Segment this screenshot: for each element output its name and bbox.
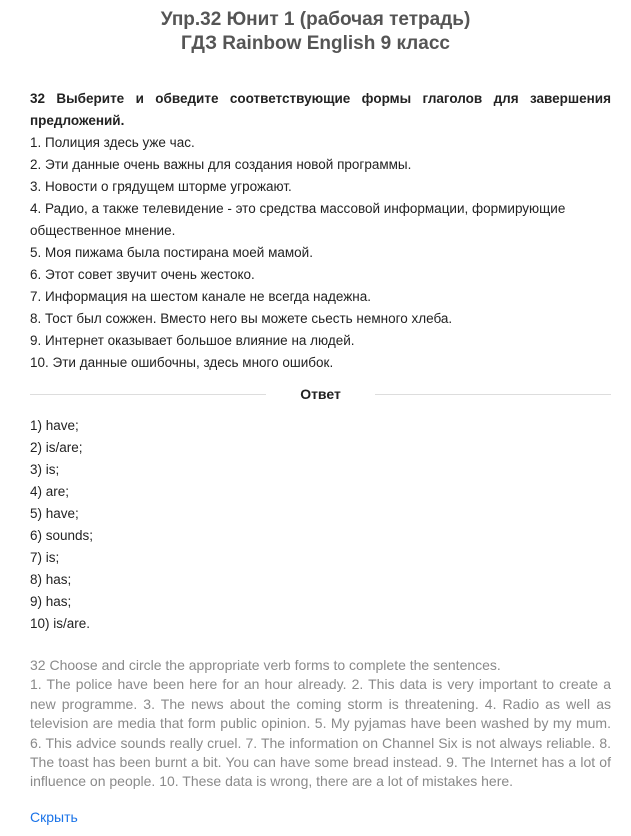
hide-link[interactable]: Скрыть (30, 809, 78, 825)
answer-item-3: 3) is; (30, 462, 60, 477)
task-item-9: 9. Интернет оказывает большое влияние на людей. (30, 333, 355, 348)
answer-divider (30, 384, 611, 404)
answer-item-8: 8) has; (30, 572, 72, 587)
translation-body: 1. The police have been here for an hour already. 2. This data is very important to create a new programme. 3. The news about the coming storm is threatening. 4. Radio as well as television are media that form public opinion. 5. My pyjamas have been washed by my mum. 6. This advice sounds really cruel. 7. The information on Channel Six is not always reliable. 8. The toast has been burnt a bit. You can have some bread instead. 9. The Internet has a lot of influence on people. 10. These data is wrong, there are a lot of mistakes here. (30, 676, 611, 790)
divider-line-left (30, 394, 266, 395)
task-item-6: 6. Этот совет звучит очень жестоко. (30, 267, 255, 282)
answer-item-5: 5) have; (30, 506, 79, 521)
task-item-2: 2. Эти данные очень важны для создания новой программы. (30, 157, 412, 172)
title-line-2: ГДЗ Rainbow English 9 класс (181, 33, 450, 54)
task-item-10: 10. Эти данные ошибочны, здесь много ошибок. (30, 355, 334, 370)
task-heading: 32 Выберите и обведите соответствующие формы глаголов для завершения предложений. (30, 91, 611, 128)
answer-item-1: 1) have; (30, 418, 79, 433)
page-title (0, 8, 631, 56)
task-item-1: 1. Полиция здесь уже час. (30, 135, 195, 150)
answer-item-9: 9) has; (30, 594, 72, 609)
task-item-7: 7. Информация на шестом канале не всегда надежна. (30, 289, 371, 304)
answer-item-6: 6) sounds; (30, 528, 94, 543)
translation-section (30, 656, 611, 792)
answers-list (30, 415, 93, 635)
answer-label: Ответ (300, 386, 341, 402)
task-section (30, 88, 611, 374)
divider-line-right (375, 394, 611, 395)
title-line-1: Упр.32 Юнит 1 (рабочая тетрадь) (160, 9, 471, 30)
translation-heading: 32 Choose and circle the appropriate verb forms to complete the sentences. (30, 657, 501, 673)
answer-item-10: 10) is/are. (30, 616, 91, 631)
answer-item-7: 7) is; (30, 550, 60, 565)
task-item-8: 8. Тост был сожжен. Вместо него вы можете сьесть немного хлеба. (30, 311, 453, 326)
answer-item-2: 2) is/are; (30, 440, 83, 455)
task-item-3: 3. Новости о грядущем шторме угрожают. (30, 179, 292, 194)
answer-item-4: 4) are; (30, 484, 70, 499)
task-item-5: 5. Моя пижама была постирана моей мамой. (30, 245, 313, 260)
task-item-4: 4. Радио, а также телевидение - это средства массовой информации, формирующие общественное мнение. (30, 201, 566, 238)
